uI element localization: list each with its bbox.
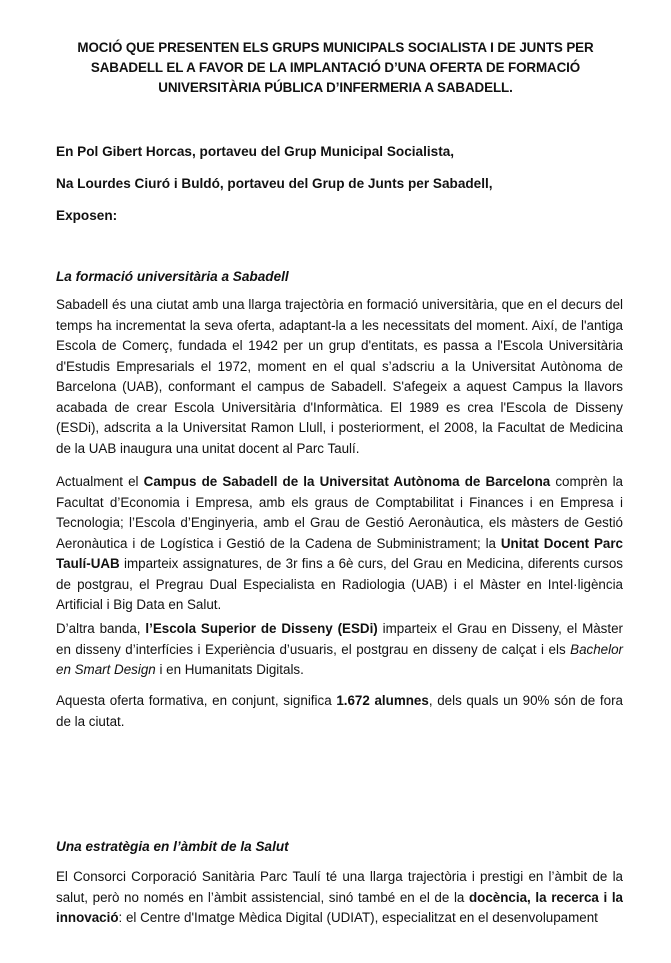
text-run: i en Humanitats Digitals. — [155, 662, 304, 677]
signatory-junts: Na Lourdes Ciuró i Buldó, portaveu del Grup de Junts per Sabadell, — [56, 176, 493, 191]
section-heading-salut: Una estratègia en l’àmbit de la Salut — [56, 839, 289, 854]
text-run: D’altra banda, — [56, 621, 146, 636]
text-run: comprèn la Facultat d’Economia i Empresa, amb els graus de Comptabilitat i Finances i en Empresa i Tecnologia; l’Escola d’Enginyeria, amb el Grau de Gestió Aeronàutica, els màsters de Gestió Aeronàutica i de Logística i Gestió de la Cadena de Subministrament; la — [56, 474, 623, 551]
text-run: , dels quals un 90% són de fora de la ciutat. — [56, 693, 623, 729]
bold-unitat-docent: Unitat Docent Parc Taulí-UAB — [56, 535, 624, 571]
text-run: Aquesta oferta formativa, en conjunt, significa — [56, 693, 337, 708]
section-heading-formacio: La formació universitària a Sabadell — [56, 269, 289, 284]
bold-docencia: docència, la recerca i la innovació — [56, 889, 623, 925]
bold-esdi: l’Escola Superior de Disseny (ESDi) — [145, 621, 378, 636]
document-title: MOCIÓ QUE PRESENTEN ELS GRUPS MUNICIPALS SOCIALISTA I DE JUNTS PER SABADELL EL A FAVOR DE LA IMPLANTACIÓ D’UNA OFERTA DE FORMACIÓ UNIVERSITÀRIA PÚBLICA D’INFERMERIA A SABADELL. — [77, 40, 594, 95]
text-run: El Consorci Corporació Sanitària Parc Taulí té una llarga trajectòria i prestigi en l’àmbit de la salut, però no només en l’àmbit assistencial, sinó també en el de la — [56, 869, 623, 905]
exposen-label: Exposen: — [56, 208, 118, 223]
paragraph-parc-tauli — [56, 867, 623, 929]
paragraph-campus-uab — [56, 472, 623, 616]
signatory-socialista: En Pol Gibert Horcas, portaveu del Grup Municipal Socialista, — [56, 144, 455, 159]
paragraph-alumnes — [56, 691, 623, 732]
text-run: imparteix assignatures, de 3r fins a 6è curs, del Grau en Medicina, diferents cursos de postgrau, el Pregrau Dual Especialista en Radiologia (UAB) i el Màster en Intel·ligència Artificial i Big Data en Salut. — [56, 556, 623, 612]
paragraph-esdi — [56, 619, 623, 681]
bold-campus-uab: Campus de Sabadell de la Universitat Autònoma de Barcelona — [143, 474, 551, 489]
text-run: : el Centre d'Imatge Mèdica Digital (UDIAT), especialitzat en el desenvolupament — [118, 910, 598, 925]
text-run: imparteix el Grau en Disseny, el Màster en disseny d’interfícies i Experiència d’usuaris, el postgrau en disseny de calçat i els — [56, 621, 623, 657]
italic-bachelor: Bachelor en Smart Design — [56, 641, 623, 677]
paragraph-historia: Sabadell és una ciutat amb una llarga trajectòria en formació universitària, que en el decurs del temps ha incrementat la seva oferta, adaptant-la a les necessitats del moment. Així, de l'antiga Escola de Comerç, fundada el 1942 per un grup d'entitats, es passa a l'Escola Universitària d'Estudis Empresarials el 1972, moment en el qual s’adscriu a la Universitat Autònoma de Barcelona (UAB), conformant el campus de Sabadell. S'afegeix a aquest Campus la llavors acabada de crear Escola Universitària d'Informàtica. El 1989 es crea l'Escola de Disseny (ESDi), adscrita a la Universitat Ramon Llull, i posteriorment, el 2008, la Facultat de Medicina de la UAB inaugura una unitat docent al Parc Taulí. — [56, 297, 623, 456]
bold-alumnes: 1.672 alumnes — [336, 693, 429, 708]
text-run: Actualment el — [56, 474, 144, 489]
